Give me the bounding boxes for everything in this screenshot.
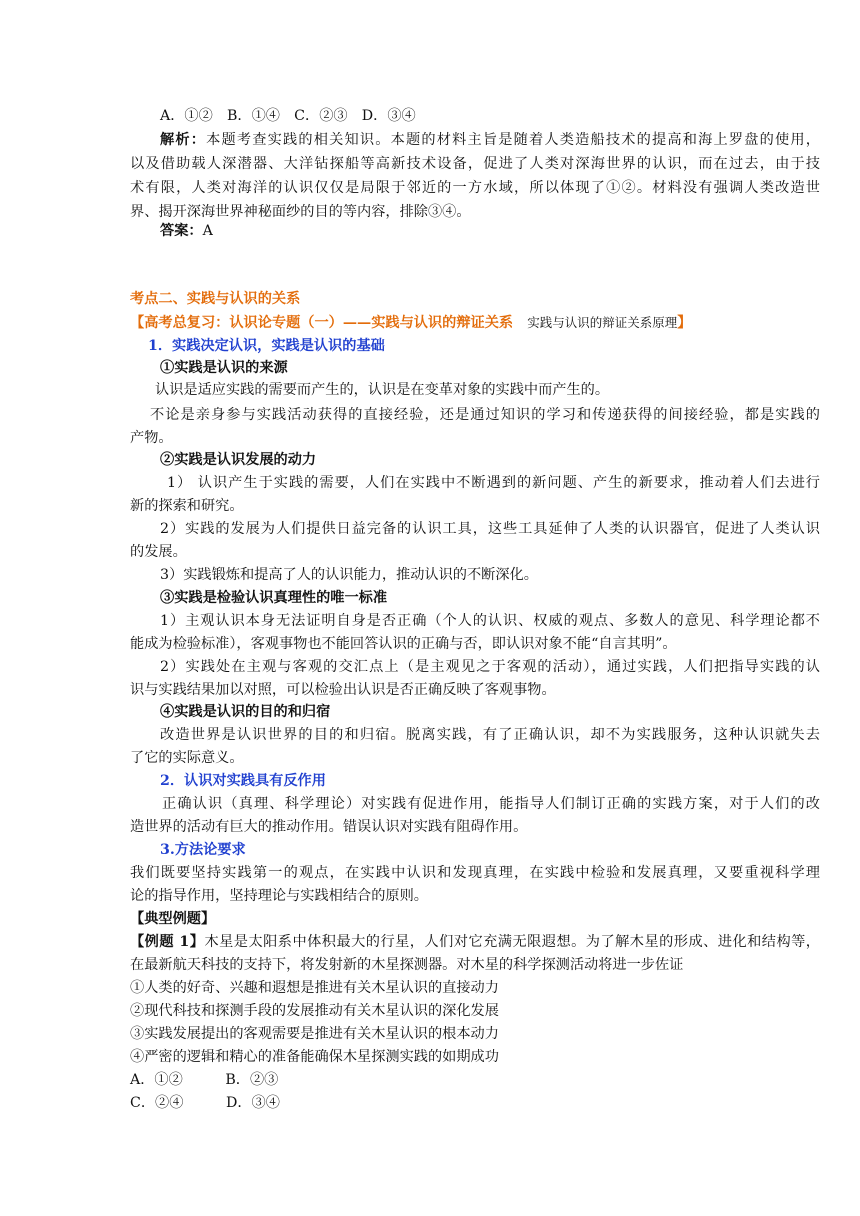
- p1-s1-line-2: 不论是亲身参与实践活动获得的直接经验，还是通过知识的学习和传递获得的间接经验，都是实践的: [150, 407, 820, 423]
- p1-s4-line-1: 改造世界是认识世界的目的和归宿。脱离实践，有了正确认识，却不为实践服务，这种认识就失去: [160, 727, 820, 743]
- p1-s3-line-2: 能成为检验标准），客观事物也不能回答认识的正确与否，即认识对象不能“自言其明”。: [130, 636, 677, 652]
- review-title: [130, 313, 692, 333]
- review-end: 】: [677, 315, 692, 331]
- section-title: 考点二、实践与认识的关系: [130, 291, 301, 307]
- p1-s2-line-1: 1） 认识产生于实践的需要，人们在实践中不断遇到的新问题、产生的新要求，推动着人们去进行: [167, 475, 820, 491]
- answer-value: A: [202, 223, 213, 239]
- p2-line-2: 造世界的活动有巨大的推动作用。错误认识对实践有阻碍作用。: [130, 819, 528, 835]
- answer-label: 答案：: [160, 223, 203, 239]
- p1-s3-line-3: 2）实践处在主观与客观的交汇点上（是主观见之于客观的活动），通过实践，人们把指导实践的认: [160, 659, 820, 675]
- p1-s3-line-1: 1）主观认识本身无法证明自身是否正确（个人的认识、权威的观点、多数人的意见、科学理论都不: [160, 613, 820, 629]
- sub-heading-1: ①实践是认识的来源: [160, 360, 288, 376]
- example-1-item-4: ④严密的逻辑和精心的准备能确保木星探测实践的如期成功: [130, 1049, 499, 1065]
- p1-s1-line-1: 认识是适应实践的需要而产生的，认识是在变革对象的实践中而产生的。: [155, 382, 610, 398]
- example-1-item-1: ①人类的好奇、兴趣和遐想是推进有关木星认识的直接动力: [130, 980, 499, 996]
- sub-heading-4: ④实践是认识的目的和归宿: [160, 704, 331, 720]
- analysis-line-1: [160, 130, 820, 150]
- heading-2: 2．认识对实践具有反作用: [160, 773, 326, 789]
- heading-3: 3.方法论要求: [160, 842, 246, 858]
- example-1-line-1: [130, 932, 820, 952]
- p1-s3-line-4: 识与实践结果加以对照，可以检验出认识是否正确反映了客观事物。: [130, 682, 556, 698]
- p1-s2-line-3: 2）实践的发展为人们提供日益完备的认识工具，这些工具延伸了人类的认识器官，促进了人类认识: [160, 521, 820, 537]
- analysis-text-1: 本题考查实践的相关知识。本题的材料主旨是随着人类造船技术的提高和海上罗盘的使用，: [206, 132, 820, 148]
- example-1-options-row-2: C．②④ D．③④: [130, 1095, 280, 1111]
- example-1-options-row-1: A．①② B．②③: [130, 1072, 279, 1088]
- heading-1: 1．实践决定认识，实践是认识的基础: [148, 338, 385, 354]
- example-1-label: 【例题 1】: [130, 934, 205, 950]
- analysis-line-2: 以及借助载人深潜器、大洋钻探船等高新技术设备，促进了人类对深海世界的认识，而在过去，由于技: [130, 156, 820, 172]
- example-1-item-2: ②现代科技和探测手段的发展推动有关木星认识的深化发展: [130, 1003, 499, 1019]
- p1-s2-line-2: 新的探索和研究。: [130, 498, 244, 514]
- example-1-text-1: 木星是太阳系中体积最大的行星，人们对它充满无限遐想。为了解木星的形成、进化和结构等，: [204, 934, 820, 950]
- p3-line-2: 论的指导作用，坚持理论与实践相结合的原则。: [130, 888, 428, 904]
- p3-line-1: 我们既要坚持实践第一的观点，在实践中认识和发现真理，在实践中检验和发展真理，又要重视科学理: [130, 865, 820, 881]
- p1-s4-line-2: 了它的实际意义。: [130, 750, 244, 766]
- example-1-line-2: 在最新航天科技的支持下，将发射新的木星探测器。对木星的科学探测活动将进一步佐证: [130, 957, 684, 973]
- sub-heading-3: ③实践是检验认识真理性的唯一标准: [160, 590, 388, 606]
- p1-s2-line-5: 3）实践锻炼和提高了人的认识能力，推动认识的不断深化。: [160, 567, 538, 583]
- p1-s1-line-3: 产物。: [130, 430, 173, 446]
- prev-options: A．①② B．①④ C．②③ D．③④: [160, 108, 416, 124]
- p2-line-1: 正确认识（真理、科学理论）对实践有促进作用，能指导人们制订正确的实践方案，对于人们的改: [162, 796, 820, 812]
- examples-heading: 【典型例题】: [130, 911, 216, 927]
- analysis-line-3: 术有限，人类对海洋的认识仅仅是局限于邻近的一方水域，所以体现了①②。材料没有强调人类改造世: [130, 180, 820, 196]
- analysis-label: 解析：: [160, 132, 207, 148]
- p1-s2-line-4: 的发展。: [130, 544, 187, 560]
- sub-heading-2: ②实践是认识发展的动力: [160, 452, 317, 468]
- review-sub: 实践与认识的辩证关系原理: [527, 315, 678, 330]
- analysis-line-4: 界、揭开深海世界神秘面纱的目的等内容，排除③④。: [130, 204, 471, 220]
- review-main: 【高考总复习：认识论专题（一）——实践与认识的辩证关系: [130, 315, 514, 331]
- example-1-item-3: ③实践发展提出的客观需要是推进有关木星认识的根本动力: [130, 1026, 499, 1042]
- answer-line: [160, 221, 213, 241]
